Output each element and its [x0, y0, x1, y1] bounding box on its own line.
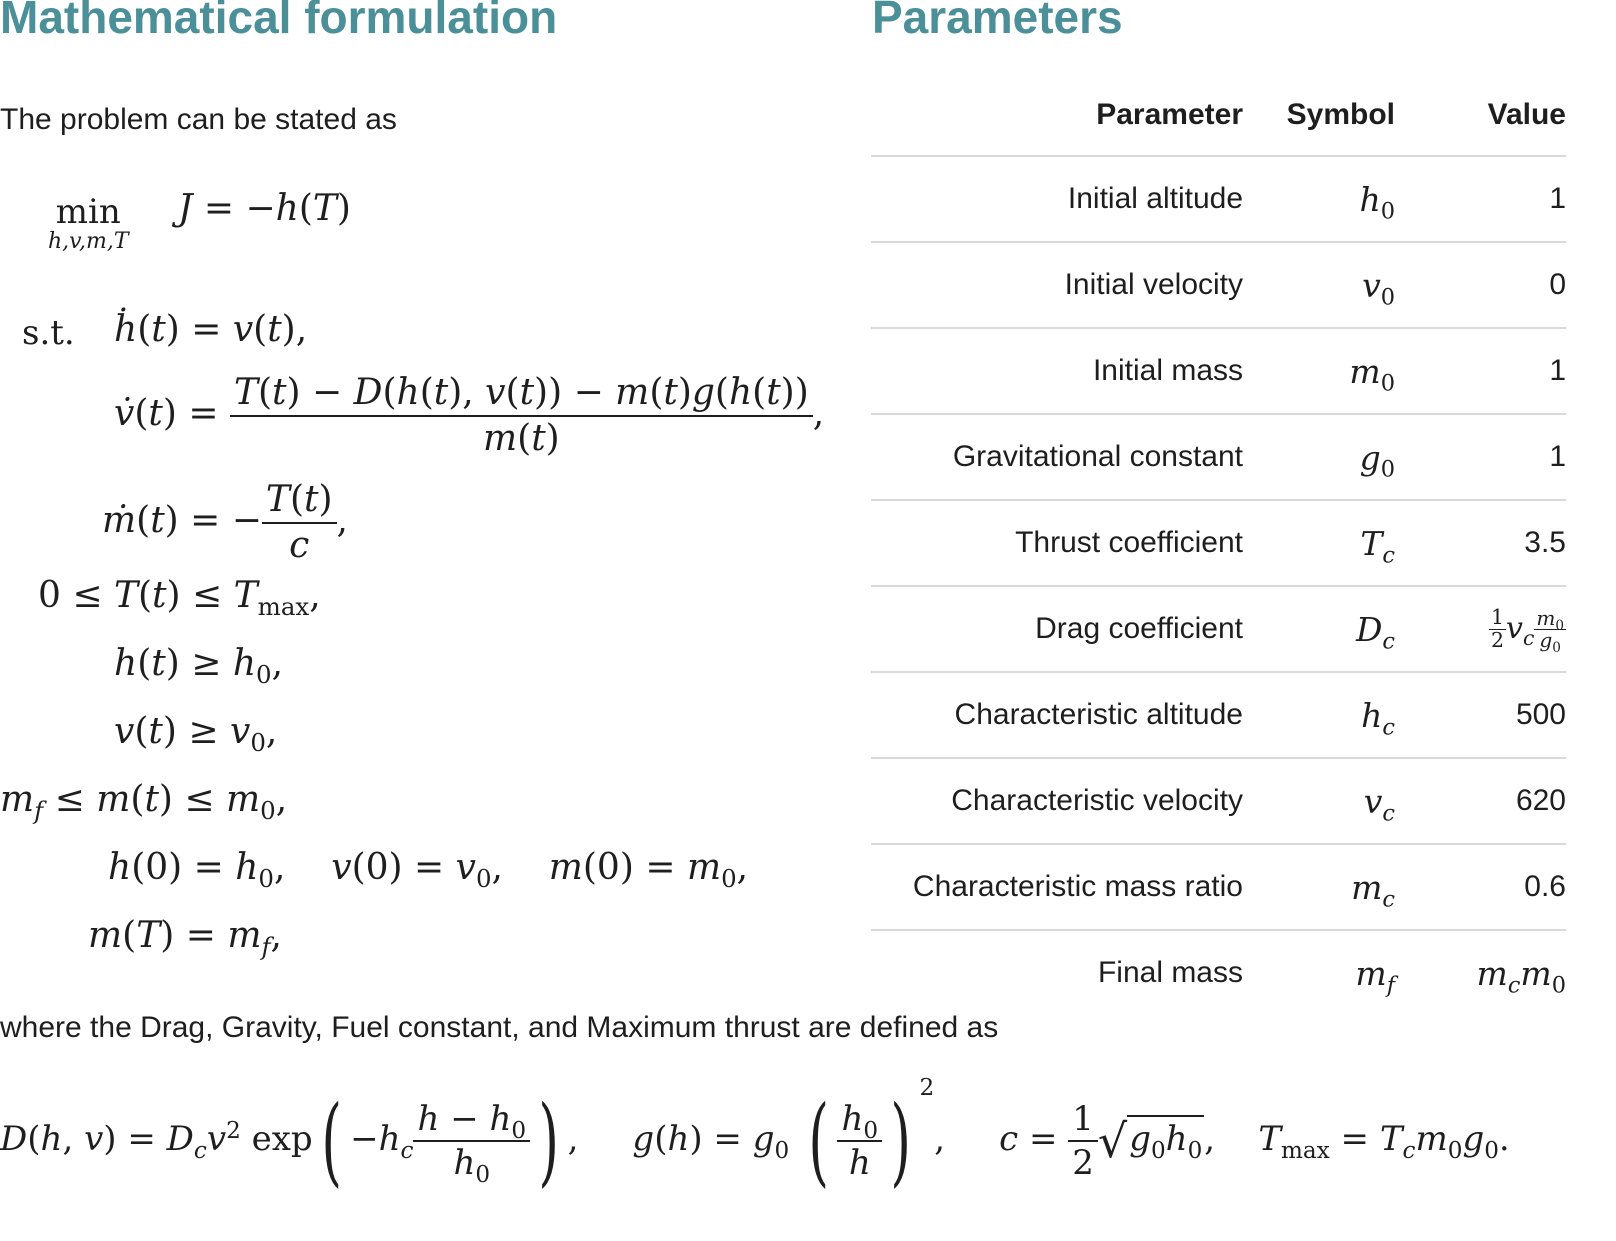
velocity-dynamics: v̇(t) = $\frac{T(t) - D(h(t), v(t)) - m(t)g(h(t))}{m(t)}$ , [114, 372, 825, 459]
parameter-name: Gravitational constant [871, 414, 1243, 500]
parameter-symbol: $v_0$ [1243, 242, 1395, 328]
parameter-name: Initial velocity [871, 242, 1243, 328]
table-row [871, 586, 1566, 672]
table-row [871, 156, 1566, 242]
velocity-bound: $v(t) \ge v_0$, [114, 711, 278, 758]
section-heading-parameters: Parameters [872, 0, 1123, 43]
terminal-condition: $m(T) = m_f$, [88, 915, 282, 962]
parameter-value: 0 [1395, 242, 1566, 328]
parameter-name: Initial altitude [871, 156, 1243, 242]
parameter-value: 3.5 [1395, 500, 1566, 586]
parameter-value: 620 [1395, 758, 1566, 844]
table-row [871, 500, 1566, 586]
parameter-symbol: $m_f$ [1355, 953, 1395, 999]
table-header-row [871, 75, 1566, 156]
column-header-symbol: Symbol [1243, 75, 1395, 156]
parameter-name: Initial mass [871, 328, 1243, 414]
parameter-name: Drag coefficient [871, 586, 1243, 672]
table-row [871, 414, 1566, 500]
thrust-bounds: $0 \le T(t) \le T_{max}$, [38, 575, 321, 622]
parameter-symbol: $v_c$ [1243, 758, 1395, 844]
parameter-value: $\frac{1}{2}$ $v_c$ $\frac{m_0}{g_0}$ [1395, 586, 1566, 672]
parameter-symbol: $h_c$ [1243, 672, 1395, 758]
section-heading-formulation: Mathematical formulation [0, 0, 558, 43]
table-row [871, 328, 1566, 414]
parameters-table [871, 75, 1566, 1015]
mass-dynamics: ṁ(t) = − $\frac{T(t)}{c}$ , [102, 479, 348, 566]
definitions-equation: D(h, $v) = D_cv^2$ $\exp( -h_c$ $\frac{h - h_0}{h_0}$ ) , $g(h) = g_0$ ( $\frac{h_0}{h}$ ) $^2$, c = $\frac{1}{2}$ $√g_0h_0$, $T_{max} = T_cm_0g_0$. [0, 1075, 1510, 1197]
parameter-symbol: $m_c$ [1243, 844, 1395, 930]
definitions-intro-text: where the Drag, Gravity, Fuel constant, and Maximum thrust are defined as [0, 1011, 999, 1044]
parameter-symbol: $m_0$ [1243, 328, 1395, 414]
parameter-symbol: $D_c$ [1243, 586, 1395, 672]
table-row [871, 844, 1566, 930]
parameter-name: Characteristic mass ratio [871, 844, 1243, 930]
parameter-value: $m_cm_0$ [1476, 953, 1566, 999]
column-header-parameter: Parameter [871, 75, 1243, 156]
altitude-dynamics: ḣ(t) = v(t), [114, 309, 308, 350]
parameter-value: 500 [1395, 672, 1566, 758]
parameter-value: 1 [1395, 328, 1566, 414]
parameter-symbol: $T_c$ [1243, 500, 1395, 586]
parameter-name: Final mass [1097, 956, 1243, 989]
subject-to-label: s.t. [22, 313, 75, 353]
intro-text: The problem can be stated as [0, 103, 397, 136]
table-row [871, 242, 1566, 328]
altitude-bound: $h(t) \ge h_0$, [114, 643, 284, 690]
table-row [871, 758, 1566, 844]
parameter-value: 1 [1395, 156, 1566, 242]
parameter-symbol: $g_0$ [1243, 414, 1395, 500]
parameter-name: Characteristic velocity [871, 758, 1243, 844]
parameter-value: 1 [1395, 414, 1566, 500]
parameter-name: Characteristic altitude [871, 672, 1243, 758]
objective-equation: min h,v,m,T J = −h(T) [48, 188, 351, 254]
initial-conditions: $h(0) = h_0$, $v(0) = v_0$, $m(0) = m_0$, [108, 847, 749, 894]
mass-bounds: $m_f \le m(t) \le m_0$, [0, 779, 288, 826]
parameter-value: 0.6 [1395, 844, 1566, 930]
table-row [871, 672, 1566, 758]
table-row [871, 930, 1566, 1015]
parameter-name: Thrust coefficient [871, 500, 1243, 586]
parameter-symbol: $h_0$ [1243, 156, 1395, 242]
column-header-value: Value [1395, 75, 1566, 156]
